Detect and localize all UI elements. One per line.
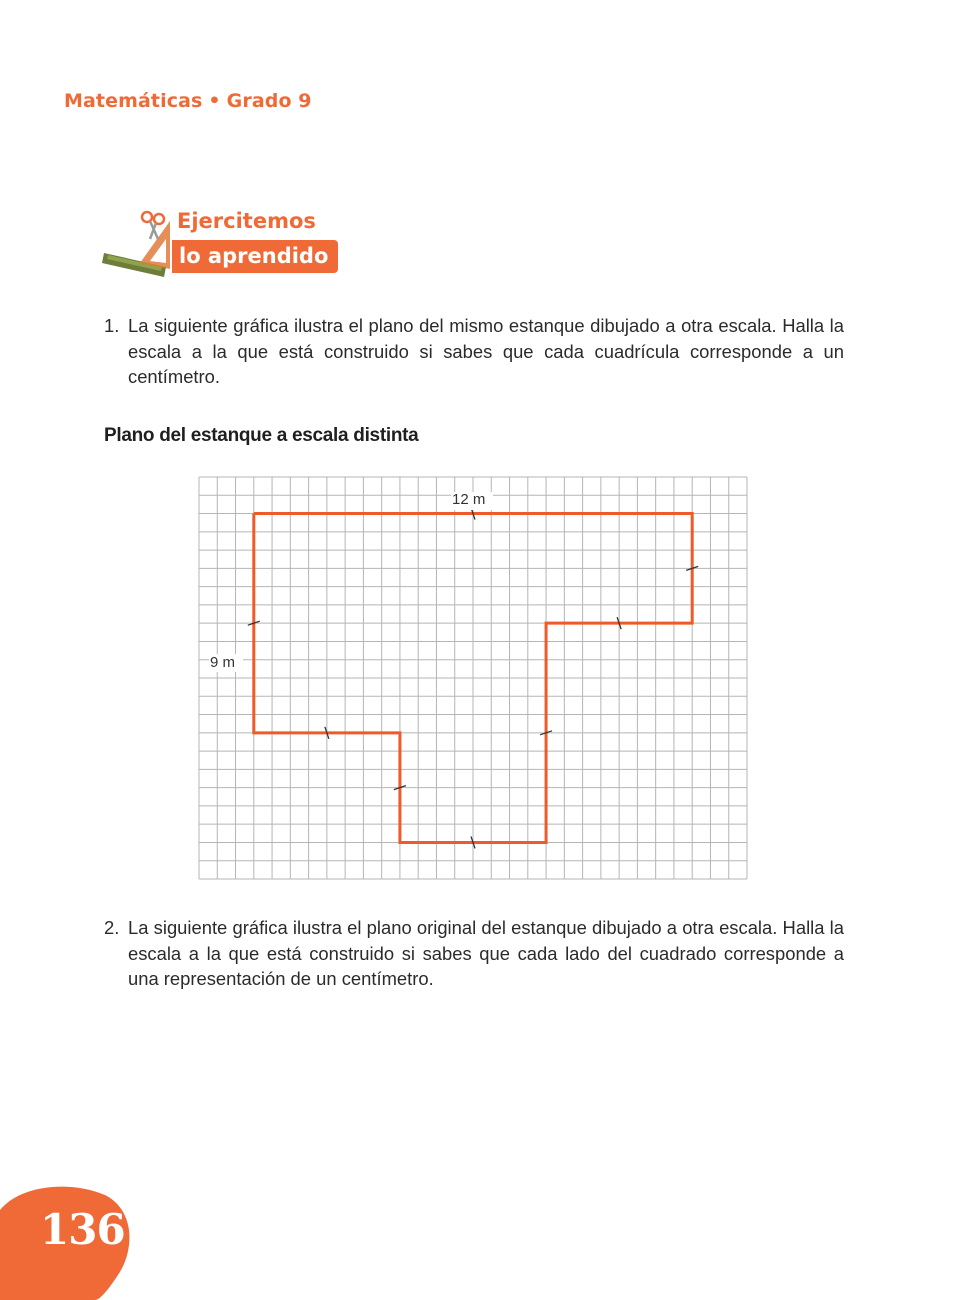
pond-plan-grid (198, 476, 748, 880)
page-number: 136 (40, 1205, 125, 1254)
width-label: 12 m (452, 491, 486, 508)
question-text: La siguiente gráfica ilustra el plano original del estanque dibujado a otra escala. Halla la escala a la que está construido si sabes que cada lado del cuadrado corresponde a una representación de un centímetro. (128, 917, 844, 989)
header-subject: Matemáticas (64, 90, 203, 112)
height-label: 9 m (210, 654, 236, 671)
badge-title-line1: Ejercitemos (177, 209, 316, 233)
question-2 (104, 915, 844, 992)
ruler-scissors-icon (100, 205, 180, 285)
grid-lines (199, 477, 747, 879)
header-grade: Grado 9 (226, 90, 312, 112)
question-number: 1. (104, 315, 120, 336)
header-separator: • (208, 90, 221, 112)
running-header (64, 90, 312, 112)
badge-title-line2: lo aprendido (172, 240, 338, 273)
question-1 (104, 313, 844, 390)
question-text: La siguiente gráfica ilustra el plano del mismo estanque dibujado a otra escala. Halla la escala a la que está construido si sabes que cada cuadrícula corresponde a un centímetro. (128, 315, 844, 387)
question-number: 2. (104, 917, 120, 938)
exercise-badge (100, 205, 340, 285)
figure-title: Plano del estanque a escala distinta (104, 425, 419, 446)
